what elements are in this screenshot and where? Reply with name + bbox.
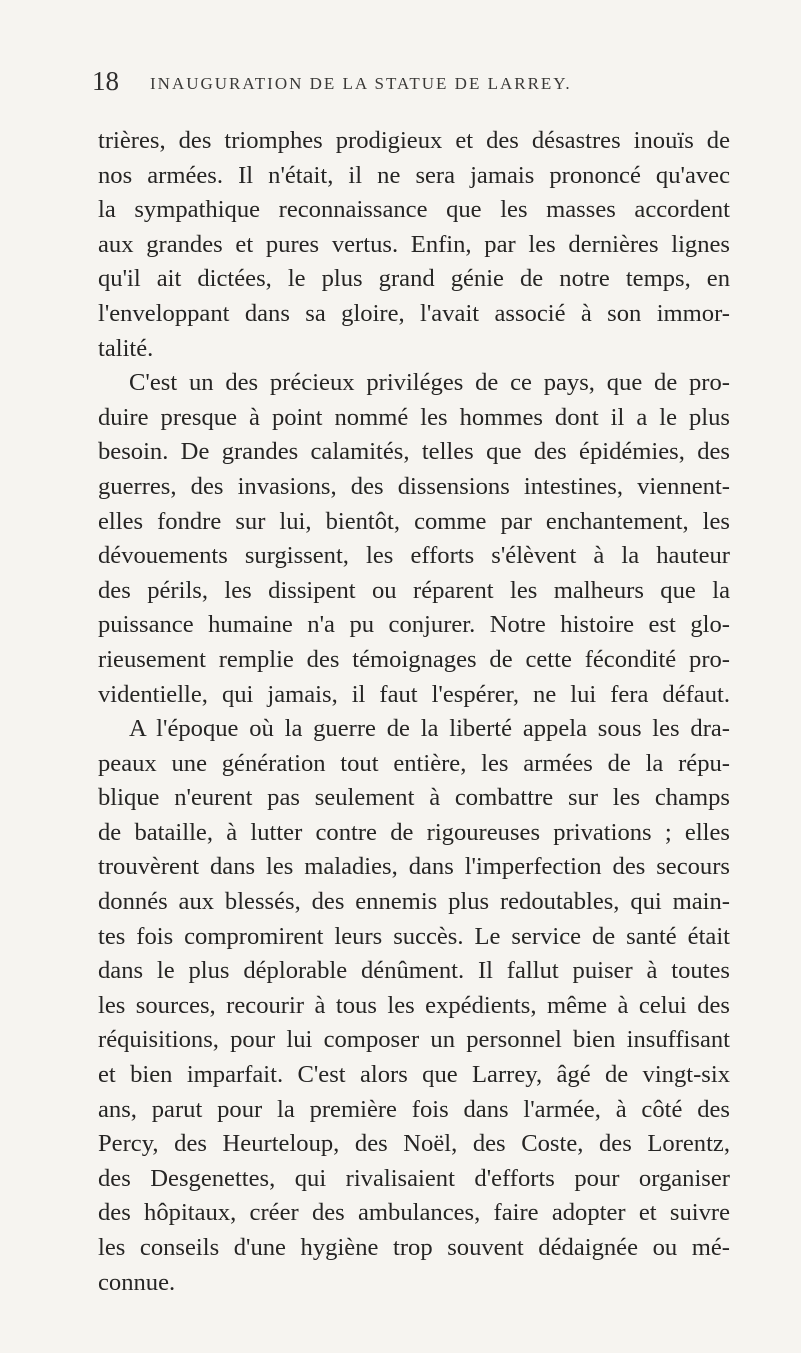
text-line: trières, des triomphes prodigieux et des désastres inouïs de bbox=[98, 127, 730, 154]
text-line: la sympathique reconnaissance que les masses accordent bbox=[98, 196, 730, 224]
paragraph-2 bbox=[98, 366, 730, 712]
text-line: des périls, les dissipent ou réparent les malheurs que la bbox=[98, 576, 730, 604]
paragraph-1 bbox=[98, 124, 730, 366]
text-line: réquisitions, pour lui composer un personnel bien insuffisant bbox=[98, 1026, 730, 1054]
text-line: C'est un des précieux priviléges de ce pays, que de pro- bbox=[129, 369, 730, 397]
text-line: peaux une génération tout entière, les armées de la répu- bbox=[98, 749, 730, 777]
text-line: dévouements surgissent, les efforts s'élèvent à la hauteur bbox=[98, 542, 730, 570]
text-line: puissance humaine n'a pu conjurer. Notre histoire est glo- bbox=[98, 611, 730, 639]
text-line: A l'époque où la guerre de la liberté appela sous les dra- bbox=[129, 715, 730, 743]
text-line: trouvèrent dans les maladies, dans l'imperfection des secours bbox=[98, 853, 730, 881]
text-line: les conseils d'une hygiène trop souvent dédaignée ou mé- bbox=[98, 1234, 730, 1261]
text-line: ans, parut pour la première fois dans l'armée, à côté des bbox=[98, 1095, 730, 1123]
text-line: nos armées. Il n'était, il ne sera jamais prononcé qu'avec bbox=[98, 161, 730, 189]
text-line: l'enveloppant dans sa gloire, l'avait associé à son immor- bbox=[98, 299, 730, 327]
paragraph-3 bbox=[98, 712, 730, 1300]
text-line: videntielle, qui jamais, il faut l'espérer, ne lui fera défaut. bbox=[98, 680, 730, 708]
text-line: guerres, des invasions, des dissensions intestines, viennent- bbox=[98, 472, 730, 500]
running-title: INAUGURATION DE LA STATUE DE LARREY. bbox=[150, 74, 572, 93]
text-line: et bien imparfait. C'est alors que Larrey, âgé de vingt-six bbox=[98, 1061, 730, 1089]
page-number: 18 bbox=[92, 66, 119, 96]
text-line: aux grandes et pures vertus. Enfin, par les dernières lignes bbox=[98, 230, 730, 258]
text-line: besoin. De grandes calamités, telles que des épidémies, des bbox=[98, 438, 730, 466]
text-line: les sources, recourir à tous les expédients, même à celui des bbox=[98, 991, 730, 1019]
text-line: elles fondre sur lui, bientôt, comme par enchantement, les bbox=[98, 507, 730, 535]
body-text bbox=[98, 124, 730, 1300]
text-line: des Desgenettes, qui rivalisaient d'efforts pour organiser bbox=[98, 1164, 730, 1192]
text-line: rieusement remplie des témoignages de cette fécondité pro- bbox=[98, 645, 730, 673]
text-line: dans le plus déplorable dénûment. Il fallut puiser à toutes bbox=[98, 957, 730, 985]
text-line: connue. bbox=[98, 1268, 176, 1296]
text-line: des hôpitaux, créer des ambulances, faire adopter et suivre bbox=[98, 1199, 730, 1227]
text-line: donnés aux blessés, des ennemis plus redoutables, qui main- bbox=[98, 888, 730, 916]
text-line: talité. bbox=[98, 334, 154, 362]
text-line: Percy, des Heurteloup, des Noël, des Coste, des Lorentz, bbox=[98, 1130, 730, 1158]
text-line: qu'il ait dictées, le plus grand génie de notre temps, en bbox=[98, 265, 730, 293]
text-line: tes fois compromirent leurs succès. Le service de santé était bbox=[98, 922, 730, 950]
text-line: de bataille, à lutter contre de rigoureuses privations ; elles bbox=[98, 818, 730, 846]
text-line: blique n'eurent pas seulement à combattre sur les champs bbox=[98, 784, 730, 812]
text-line: duire presque à point nommé les hommes dont il a le plus bbox=[98, 403, 730, 431]
